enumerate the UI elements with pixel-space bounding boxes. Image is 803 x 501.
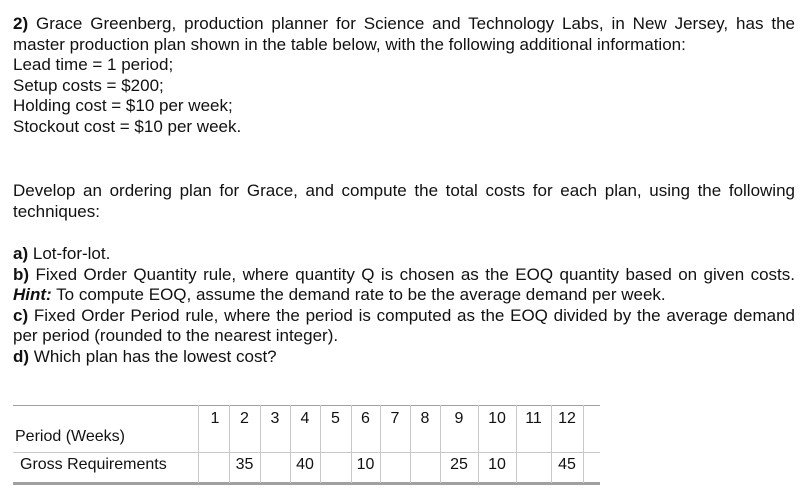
table-bottom-border	[13, 482, 600, 485]
part-a-text: Lot-for-lot.	[32, 244, 111, 263]
table-row-divider	[13, 452, 600, 453]
period-header-9: 9	[454, 410, 464, 427]
part-b	[13, 265, 795, 306]
master-production-table	[13, 405, 600, 485]
part-c	[13, 306, 795, 347]
period-header-5: 5	[331, 410, 340, 427]
info-lead-time: Lead time = 1 period;	[13, 55, 174, 75]
table-column-divider	[583, 405, 584, 483]
task-statement: Develop an ordering plan for Grace, and compute the total costs for each plan, using the following techniques:	[13, 181, 795, 221]
problem-statement	[13, 14, 795, 138]
part-a-letter: a)	[13, 244, 29, 263]
part-d	[13, 347, 795, 368]
part-d-letter: d)	[13, 346, 30, 366]
part-b-hint-label: Hint:	[13, 285, 52, 305]
period-header-2: 2	[240, 410, 249, 427]
info-setup-costs: Setup costs = $200;	[13, 75, 164, 95]
part-b-hint-text: To compute EOQ, assume the demand rate to be the average demand per week.	[51, 285, 666, 305]
table-column-divider	[478, 405, 479, 483]
info-holding-cost: Holding cost = $10 per week;	[13, 96, 233, 116]
gross-requirement-cell-2: 35	[235, 456, 254, 473]
table-column-divider	[351, 405, 352, 483]
table-column-divider	[320, 405, 321, 483]
info-stockout-cost: Stockout cost = $10 per week.	[13, 116, 242, 136]
period-header-12: 12	[558, 410, 576, 427]
period-header-10: 10	[488, 410, 506, 427]
table-top-border	[13, 405, 600, 406]
table-column-divider	[440, 405, 441, 483]
gross-requirement-cell-9: 25	[450, 456, 468, 473]
problem-intro: Grace Greenberg, production planner for Science and Technology Labs, in New Jersey, has the master production plan shown in the table below, with the following additional information:	[13, 14, 795, 54]
part-a	[13, 244, 795, 265]
table-column-divider	[260, 405, 261, 483]
table-column-divider	[198, 405, 199, 483]
gross-requirement-cell-4: 40	[296, 456, 314, 473]
period-header-6: 6	[361, 410, 370, 427]
table-column-divider	[380, 405, 381, 483]
table-column-divider	[551, 405, 552, 483]
period-header-1: 1	[210, 410, 220, 427]
gross-requirement-cell-6: 10	[356, 456, 375, 473]
gross-requirement-cell-10: 10	[488, 456, 506, 473]
part-c-text: Fixed Order Period rule, where the period is computed as the EOQ divided by the average demand per period (rounded to the nearest integer).	[13, 305, 795, 346]
table-column-divider	[290, 405, 291, 483]
problem-number: 2)	[13, 14, 29, 33]
table-column-divider	[516, 405, 517, 483]
part-d-text: Which plan has the lowest cost?	[33, 346, 277, 366]
period-header-11: 11	[525, 410, 542, 427]
table-column-divider	[410, 405, 411, 483]
period-header-3: 3	[270, 410, 280, 427]
gross-requirement-cell-12: 45	[558, 456, 576, 473]
period-header-8: 8	[420, 410, 430, 427]
parts-list	[13, 244, 795, 368]
period-header-7: 7	[390, 410, 400, 427]
table-column-divider	[229, 405, 230, 483]
part-b-text: Fixed Order Quantity rule, where quantity Q is chosen as the EOQ quantity based on given costs.	[35, 264, 795, 284]
row-label-period: Period (Weeks)	[15, 428, 125, 445]
part-c-letter: c)	[13, 305, 29, 325]
period-header-4: 4	[300, 410, 310, 427]
row-label-gross-requirements: Gross Requirements	[20, 456, 167, 473]
part-b-letter: b)	[13, 264, 30, 284]
